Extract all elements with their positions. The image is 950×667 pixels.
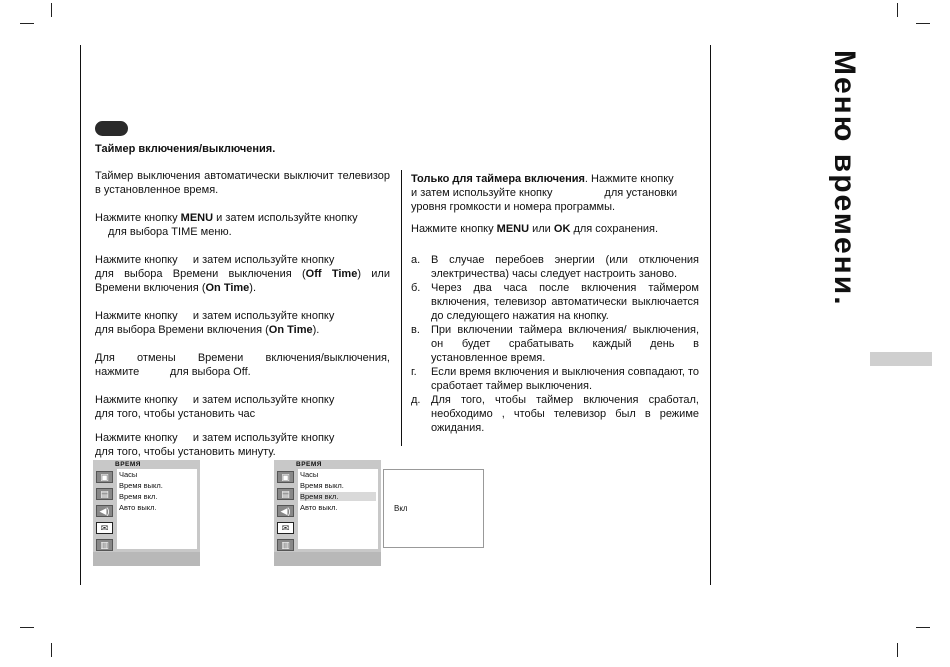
popup-value: Вкл	[394, 504, 408, 513]
notes-list	[411, 253, 699, 435]
crop-mark	[916, 627, 930, 628]
list-item: г. Если время включения и выключения совпадают, то сработает таймер выключения.	[411, 366, 699, 392]
clock-icon: ✉	[96, 522, 113, 534]
crop-mark	[51, 643, 52, 657]
sound-icon: ▤	[277, 488, 294, 500]
right-column	[411, 172, 699, 435]
setup-icon: ▥	[277, 539, 294, 551]
left-margin-rule	[80, 45, 81, 585]
osd-item-on-time[interactable]: Время вкл.	[119, 492, 158, 501]
speaker-icon: ◀)	[96, 505, 113, 517]
osd-panel	[298, 469, 378, 549]
on-time-popup	[383, 469, 484, 548]
list-item: д. Для того, чтобы таймер включения сработал, необходимо , чтобы телевизор был в режиме ожидания.	[411, 394, 699, 434]
paragraph: Нажмите кнопку и затем используйте кнопку для того, чтобы установить минуту.	[95, 432, 335, 458]
picture-icon: ▣	[277, 471, 294, 483]
osd-item-off-time[interactable]: Время выкл.	[119, 481, 163, 490]
osd-panel	[117, 469, 197, 549]
picture-icon: ▣	[96, 471, 113, 483]
osd-item-clock[interactable]: Часы	[300, 470, 319, 479]
list-item: в. При включении таймера включения/ выключения, он будет срабатывать каждый день в установленное время.	[411, 324, 699, 364]
crop-mark	[897, 3, 898, 17]
osd-title: ВРЕМЯ	[115, 461, 141, 468]
osd-item-clock[interactable]: Часы	[119, 470, 138, 479]
osd-footer	[93, 552, 200, 566]
paragraph: Нажмите кнопку и затем используйте кнопку для выбора Времени включения (On Time).	[95, 310, 335, 336]
speaker-icon: ◀)	[277, 505, 294, 517]
chapter-title: Меню времени.	[828, 50, 861, 307]
osd-item-auto-off[interactable]: Авто выкл.	[300, 503, 338, 512]
osd-item-auto-off[interactable]: Авто выкл.	[119, 503, 157, 512]
sound-icon: ▤	[96, 488, 113, 500]
paragraph: Только для таймера включения. Нажмите кнопку и затем используйте кнопку для установки уровня громкости и номера программы.	[411, 173, 678, 213]
column-divider	[401, 170, 402, 446]
chapter-tab	[870, 352, 932, 366]
section-heading: Таймер включения/выключения.	[95, 143, 276, 155]
paragraph: Нажмите кнопку и затем используйте кнопку для выбора Времени выключения (Off Time) или Времени включения (On Time).	[95, 254, 390, 294]
crop-mark	[20, 23, 34, 24]
osd-footer	[274, 552, 381, 566]
paragraph: Для отмены Времени включения/выключения, нажмите для выбора Off.	[95, 352, 390, 378]
paragraph: Нажмите кнопку MENU или OK для сохранения.	[411, 223, 659, 235]
crop-mark	[20, 627, 34, 628]
paragraph: Таймер выключения автоматически выключит телевизор в установленное время.	[95, 170, 390, 196]
left-column	[95, 142, 390, 459]
osd-item-off-time[interactable]: Время выкл.	[300, 481, 344, 490]
clock-icon: ✉	[277, 522, 294, 534]
section-marker	[95, 121, 128, 136]
list-item: а. В случае перебоев энергии (или отключения электричества) часы следует настроить заново.	[411, 254, 699, 280]
crop-mark	[51, 3, 52, 17]
osd-menu-time	[274, 460, 381, 566]
list-item: б. Через два часа после включения таймером включения, телевизор автоматически выключается до следующего нажатия на кнопку.	[411, 282, 699, 322]
setup-icon: ▥	[96, 539, 113, 551]
right-margin-rule	[710, 45, 711, 585]
crop-mark	[897, 643, 898, 657]
crop-mark	[916, 23, 930, 24]
osd-menu-time	[93, 460, 200, 566]
osd-title: ВРЕМЯ	[296, 461, 322, 468]
osd-item-on-time[interactable]: Время вкл.	[300, 492, 376, 501]
paragraph: Нажмите кнопку MENU и затем используйте кнопку для выбора TIME меню.	[95, 212, 358, 238]
paragraph: Нажмите кнопку и затем используйте кнопку для того, чтобы установить час	[95, 394, 335, 420]
